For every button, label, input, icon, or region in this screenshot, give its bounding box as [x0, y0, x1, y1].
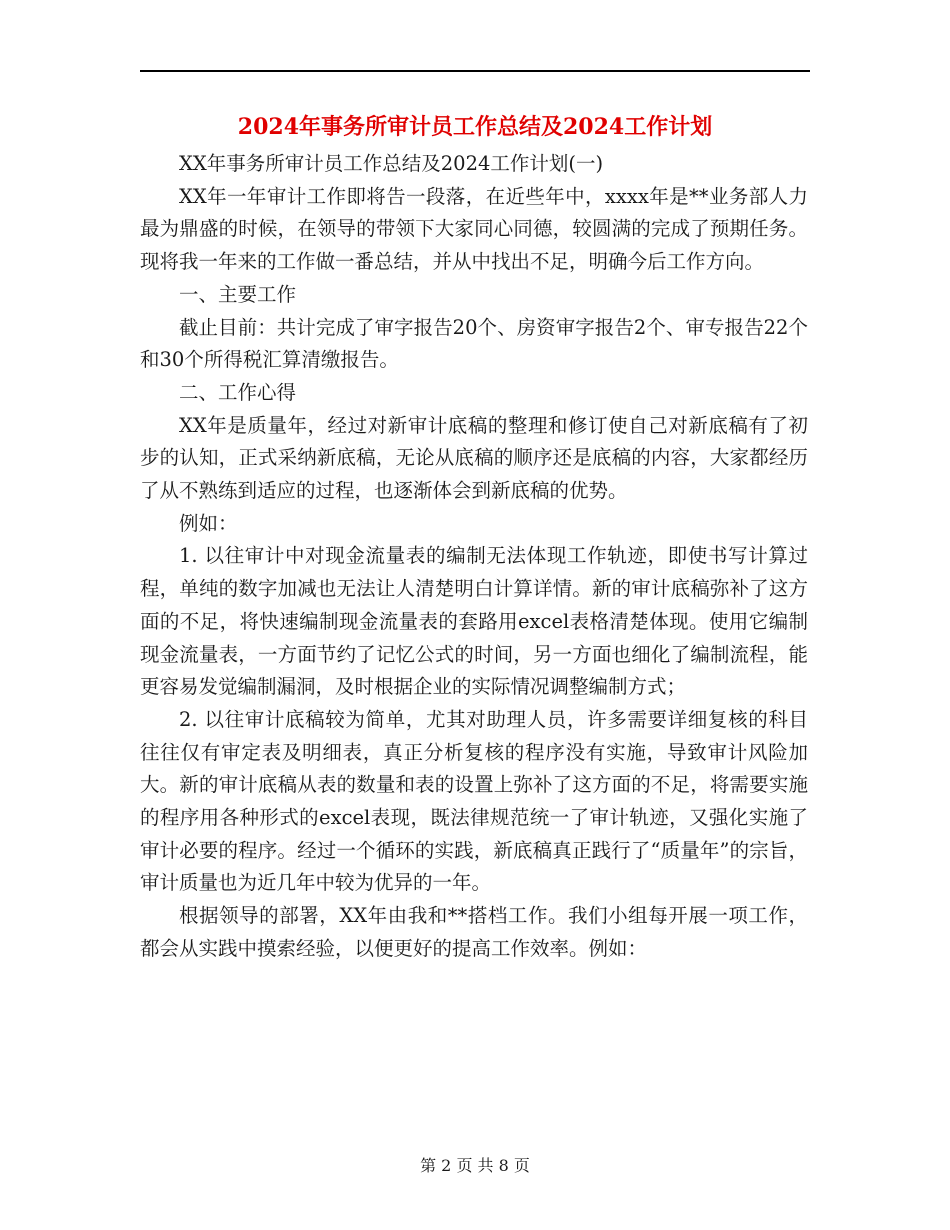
paragraph-example-label: 例如： [179, 511, 238, 535]
paragraph-team: 根据领导的部署，XX年由我和**搭档工作。我们小组每开展一项工作，都会从实践中摸索经验，以便更好的提高工作效率。例如： [140, 904, 808, 960]
document-title: 2024年事务所审计员工作总结及2024工作计划 [237, 114, 713, 140]
paragraph-experience: XX年是质量年，经过对新审计底稿的整理和修订使自己对新底稿有了初步的认知，正式采纳新底稿，无论从底稿的顺序还是底稿的内容，大家都经历了从不熟练到适应的过程，也逐渐体会到新底稿的优势。 [140, 413, 808, 503]
page-footer: 第 2 页 共 8 页 [420, 1156, 530, 1175]
paragraph-intro: XX年一年审计工作即将告一段落，在近些年中，xxxx年是**业务部人力最为鼎盛的时候，在领导的带领下大家同心同德，较圆满的完成了预期任务。现将我一年来的工作做一番总结，并从中找出不足，明确今后工作方向。 [140, 184, 808, 274]
paragraph-point-2: 2. 以往审计底稿较为简单，尤其对助理人员，许多需要详细复核的科目往往仅有审定表及明细表，真正分析复核的程序没有实施，导致审计风险加大。新的审计底稿从表的数量和表的设置上弥补了这方面的不足，将需要实施的程序用各种形式的excel表现，既法律规范统一了审计轨迹，又强化实施了审计必要的程序。经过一个循环的实践，新底稿真正践行了“质量年”的宗旨，审计质量也为近几年中较为优异的一年。 [140, 707, 808, 895]
paragraph-main-work: 截止目前：共计完成了审字报告20个、房资审字报告2个、审专报告22个和30个所得税汇算清缴报告。 [140, 315, 808, 372]
section-heading-main-work: 一、主要工作 [179, 282, 297, 306]
document-body [140, 148, 808, 966]
section-heading-experience: 二、工作心得 [179, 380, 297, 404]
paragraph-subtitle: XX年事务所审计员工作总结及2024工作计划(一) [179, 152, 604, 175]
header-rule [140, 70, 810, 72]
paragraph-point-1: 1. 以往审计中对现金流量表的编制无法体现工作轨迹，即使书写计算过程，单纯的数字加减也无法让人清楚明白计算详情。新的审计底稿弥补了这方面的不足，将快速编制现金流量表的套路用excel表格清楚体现。使用它编制现金流量表，一方面节约了记忆公式的时间，另一方面也细化了编制流程，能更容易发觉编制漏洞，及时根据企业的实际情况调整编制方式； [140, 544, 808, 699]
